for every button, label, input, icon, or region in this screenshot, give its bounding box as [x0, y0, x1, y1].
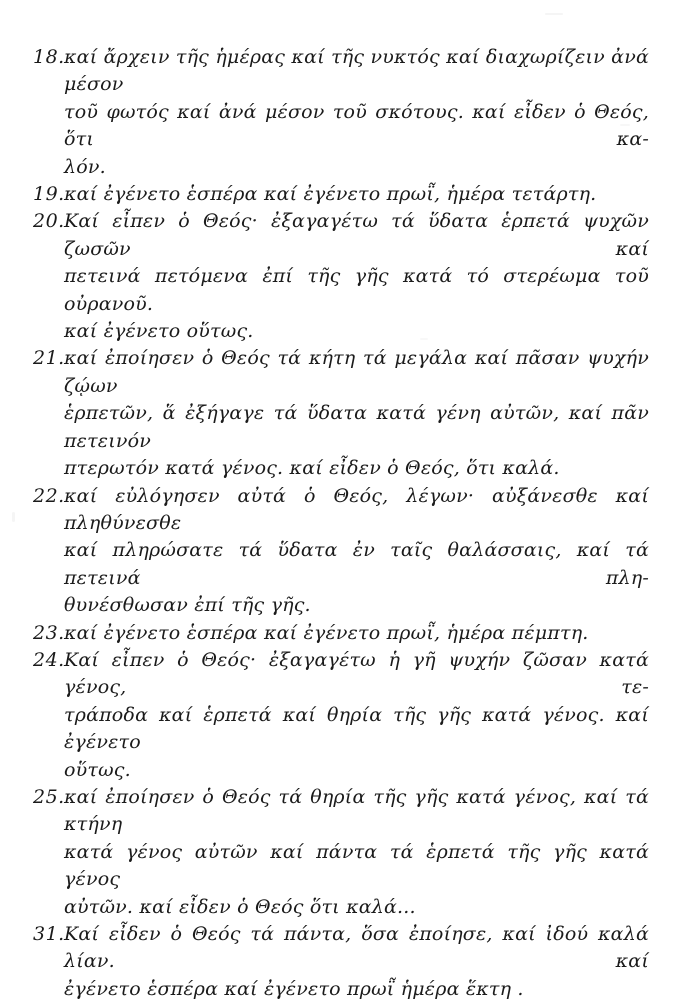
verse-line: αὐτῶν. καί εἶδεν ὁ Θεός ὅτι καλά... [64, 895, 416, 918]
verse-number: 24. [33, 648, 65, 671]
verse [33, 181, 649, 208]
verse-number: 25. [33, 785, 65, 808]
verse [33, 483, 649, 620]
verse-line: καί ἐγένετο οὕτως. [64, 320, 254, 343]
verse [33, 921, 649, 1003]
verse-text [64, 345, 649, 482]
verse [33, 345, 649, 482]
verse-text [64, 620, 649, 647]
verse-line: λόν. [64, 155, 106, 178]
verse [33, 208, 649, 345]
verse [33, 784, 649, 921]
verse [33, 620, 649, 647]
scan-artifact [545, 13, 563, 15]
verse-line: καί ἄρχειν τῆς ἡμέρας καί τῆς νυκτός καί διαχωρίζειν ἀνά μέσον [64, 46, 649, 96]
verse-line: καί πληρώσατε τά ὕδατα ἐν ταῖς θαλάσσαις, καί τά πετεινά πλη- [64, 539, 649, 589]
verse-text [64, 181, 649, 208]
verse-line: καί ἐγένετο ἑσπέρα καί ἐγένετο πρωῗ, ἡμέρα τετάρτη. [64, 183, 597, 206]
verse [33, 647, 649, 784]
verse-number: 31. [33, 923, 65, 945]
verse-text [64, 784, 649, 921]
verse-line: κατά γένος αὐτῶν καί πάντα τά ἑρπετά τῆς γῆς κατά γένος [64, 840, 649, 891]
verse-number: 18. [33, 46, 65, 68]
verse-line: καί ἐγένετο ἑσπέρα καί ἐγένετο πρωῗ, ἡμέρα πέμπτη. [64, 621, 589, 644]
verse-number: 21. [33, 347, 65, 370]
verse-line: ἐγένετο ἑσπέρα καί ἐγένετο πρωῗ ἡμέρα ἕκτη . [64, 977, 524, 1000]
verse-line: καί ἐποίησεν ὁ Θεός τά θηρία τῆς γῆς κατά γένος, καί τά κτήνη [64, 785, 649, 836]
verse-line: ἑρπετῶν, ἅ ἐξήγαγε τά ὕδατα κατά γένη αὐτῶν, καί πᾶν πετεινόν [64, 402, 649, 452]
verse-line: τοῦ φωτός καί ἀνά μέσον τοῦ σκότους. καί εἶδεν ὁ Θεός, ὅτι κα- [64, 100, 649, 151]
verse-number: 19. [33, 183, 65, 206]
verse-line: Καί εἶπεν ὁ Θεός· ἐξαγαγέτω ἡ γῆ ψυχήν ζῶσαν κατά γένος, τε- [64, 648, 649, 699]
verse-line: οὕτως. [64, 758, 131, 781]
verse-text [64, 483, 649, 620]
verse-text [64, 921, 649, 1003]
scan-artifact [12, 512, 15, 522]
verse-number: 22. [33, 484, 65, 507]
verse-number: 23. [33, 621, 65, 644]
verse-text [64, 208, 649, 345]
verse-text [64, 647, 649, 784]
verse-line: καί ἐποίησεν ὁ Θεός τά κήτη τά μεγάλα καί πᾶσαν ψυχήν ζῴων [64, 347, 649, 397]
verse-line: Καί εἶπεν ὁ Θεός· ἐξαγαγέτω τά ὕδατα ἑρπετά ψυχῶν ζωσῶν καί [64, 210, 649, 260]
verse [33, 44, 649, 181]
verse-line: θυνέσθωσαν ἐπί τῆς γῆς. [64, 594, 311, 617]
verse-line: πτερωτόν κατά γένος. καί εἶδεν ὁ Θεός, ὅτι καλά. [64, 457, 560, 480]
verse-line: Καί εἶδεν ὁ Θεός τά πάντα, ὅσα ἐποίησε, καί ἰδού καλά λίαν. καί [64, 923, 649, 973]
verse-text [64, 44, 649, 181]
verse-number: 20. [33, 210, 65, 233]
verse-line: καί εὐλόγησεν αὐτά ὁ Θεός, λέγων· αὐξάνεσθε καί πληθύνεσθε [64, 484, 649, 534]
verse-list [33, 44, 649, 1003]
verse-line: πετεινά πετόμενα ἐπί τῆς γῆς κατά τό στερέωμα τοῦ οὐρανοῦ. [64, 265, 649, 315]
verse-line: τράποδα καί ἑρπετά καί θηρία τῆς γῆς κατά γένος. καί ἐγένετο [64, 703, 649, 754]
